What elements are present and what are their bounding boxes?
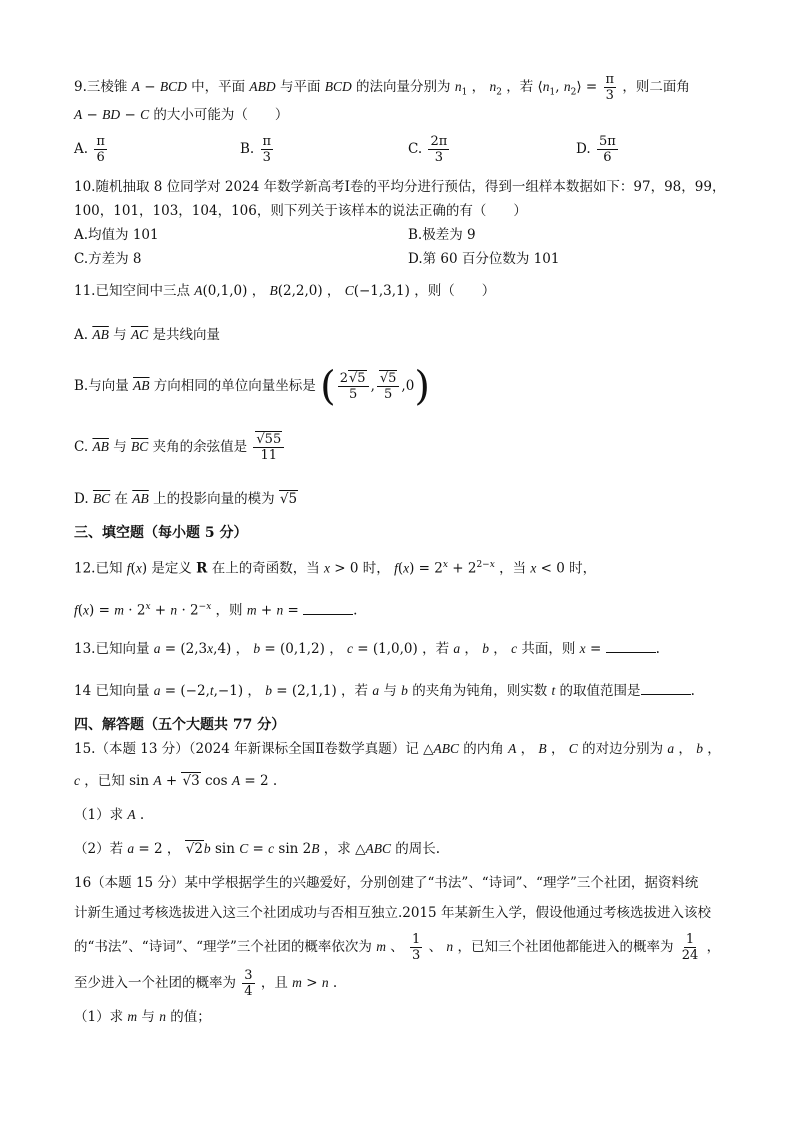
q9-line1: 9.三棱锥 A − BCD 中，平面 ABD 与平面 BCD 的法向量分别为 $n_1$ ， $n_2$ ，若 $⟨n_1$, $n_2⟩$ = $\frac{\pi}{3}$ ，则二面角: [74, 72, 690, 103]
q11-option-d: D. $\overline{BC}$ 在 $\overline{AB}$ 上的投影向量的模为 √5: [74, 491, 298, 507]
q11-option-b: B.与向量 $\overline{AB}$ 方向相同的单位向量坐标是 ( $\frac{2√5}{5}$ , $\frac{√5}{5}$ ,0): [74, 363, 430, 410]
q12-line2: $f(x) = m \cdot 2^x + n \cdot 2^{-x}$ ，则 m + n = .: [74, 602, 358, 619]
q13-line: 13.已知向量 a = (2,3x,4) ， b = (0,1,2) ， c = (1,0,0) ，若 a ， b ， c 共面，则 x = .: [74, 641, 660, 657]
q10-option-d: D.第 60 百分位数为 101: [408, 251, 560, 267]
q12-line1: 12.已知 f(x) 是定义 R 在上的奇函数，当 x > 0 时， $f(x) = 2^x + 2^{2-x}$ ，当 x < 0 时，: [74, 560, 597, 577]
q16-line3: 的“书法”、“诗词”、“理学”三个社团的概率依次为 m 、 $\frac{1}{3}$ 、 n ，已知三个社团他都能进入的概率为 $\frac{1}{24}$ ，: [74, 932, 721, 963]
q9-option-a: A. $\frac{\pi}{6}$: [74, 134, 105, 165]
q9-option-d: D. $\frac{5\pi}{6}$: [576, 134, 616, 165]
q15-line1: 15.（本题 13 分）（2024 年新课标全国Ⅱ卷数学真题）记 △ABC 的内角 A ， B ， C 的对边分别为 a ， b ，: [74, 741, 721, 757]
q10-line2: 100，101，103，104，106，则下列关于该样本的说法正确的有（ ）: [74, 203, 527, 219]
q14-answer-blank: [641, 682, 691, 695]
q13-answer-blank: [606, 640, 656, 653]
q12-answer-blank: [303, 602, 353, 615]
section-solution-title: 四、解答题（五个大题共 77 分）: [74, 717, 286, 733]
q10-option-b: B.极差为 9: [408, 227, 476, 243]
q16-part1: （1）求 m 与 n 的值；: [74, 1009, 211, 1025]
q16-line1: 16（本题 15 分）某中学根据学生的兴趣爱好，分别创建了“书法”、“诗词”、“理学”三个社团，据资料统: [74, 875, 699, 891]
q15-part1: （1）求 A .: [74, 807, 145, 823]
q16-line2: 计新生通过考核选拔进入这三个社团成功与否相互独立.2015 年某新生入学，假设他通过考核选拔进入该校: [74, 905, 711, 921]
q15-line2: c ，已知 sin A + √3 cos A = 2 .: [74, 773, 278, 789]
section-fill-in-title: 三、填空题（每小题 5 分）: [74, 525, 248, 541]
q10-line1: 10.随机抽取 8 位同学对 2024 年数学新高考Ⅰ卷的平均分进行预估，得到一组样本数据如下：97，98，99，: [74, 179, 726, 195]
q9-line2: A − BD − C 的大小可能为（ ）: [74, 107, 289, 123]
q10-option-c: C.方差为 8: [74, 251, 142, 267]
q11-option-a: A. $\overline{AB}$ 与 $\overline{AC}$ 是共线向量: [74, 327, 220, 343]
q14-line: 14 已知向量 a = (−2,t,−1) ， b = (2,1,1) ，若 a 与 b 的夹角为钝角，则实数 t 的取值范围是 .: [74, 683, 695, 699]
q10-option-a: A.均值为 101: [74, 227, 159, 243]
q9-option-c: C. $\frac{2\pi}{3}$: [408, 134, 448, 165]
q16-line4: 至少进入一个社团的概率为 $\frac{3}{4}$ ，且 m > n .: [74, 968, 338, 999]
q11-line1: 11.已知空间中三点 A(0,1,0) ， B(2,2,0) ， C(−1,3,1) ，则（ ）: [74, 283, 496, 299]
q9-option-b: B. $\frac{\pi}{3}$: [240, 134, 272, 165]
q11-option-c: C. $\overline{AB}$ 与 $\overline{BC}$ 夹角的余弦值是 $\frac{√55}{11}$: [74, 430, 286, 464]
q15-part2: （2）若 a = 2 ， √2b sin C = c sin 2B ，求 △ABC 的周长.: [74, 841, 441, 857]
